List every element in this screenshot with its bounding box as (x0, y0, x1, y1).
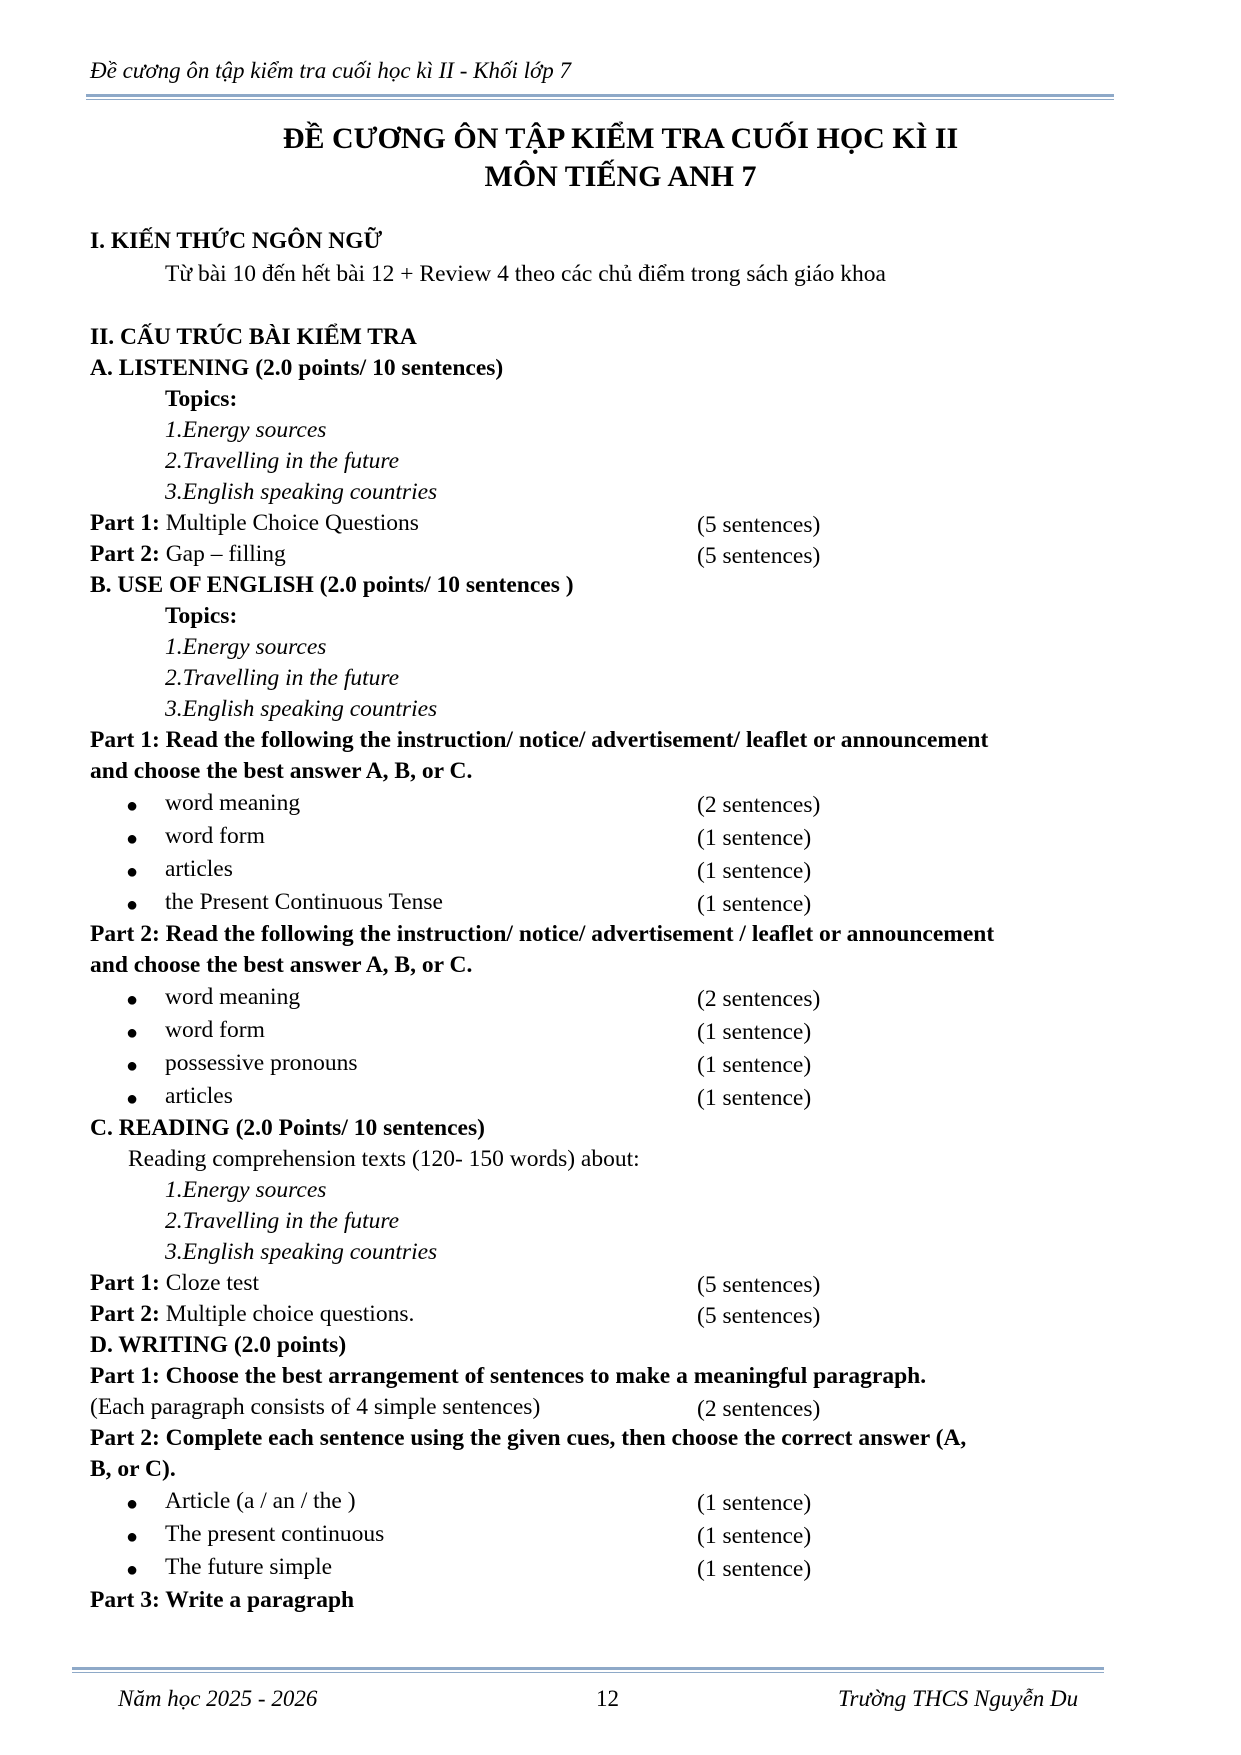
item-count: (1 sentence) (697, 825, 812, 851)
topics-label: Topics: (165, 603, 238, 629)
subsection-heading: D. WRITING (2.0 points) (90, 1332, 347, 1358)
bullet-icon: ● (126, 1055, 139, 1077)
part-count: (5 sentences) (697, 512, 821, 538)
list-item: possessive pronouns (165, 1050, 358, 1076)
subsection-heading: C. READING (2.0 Points/ 10 sentences) (90, 1115, 485, 1141)
part-heading: and choose the best answer A, B, or C. (90, 758, 473, 784)
part-line (90, 543, 286, 567)
list-item: word meaning (165, 790, 301, 816)
topic-item: 1.Energy sources (165, 1177, 327, 1203)
footer-rule-thin (72, 1672, 1104, 1673)
section-heading: I. KIẾN THỨC NGÔN NGỮ (90, 228, 383, 254)
topic-item: 1.Energy sources (165, 634, 327, 660)
header-title: Đề cương ôn tập kiểm tra cuối học kì II - Khối lớp 7 (90, 58, 572, 83)
reading-intro: Reading comprehension texts (120- 150 words) about: (128, 1146, 640, 1172)
bullet-icon: ● (126, 1526, 139, 1548)
part-heading: Part 2: Read the following the instruction/ notice/ advertisement / leaflet or announcement (90, 921, 995, 947)
part-line (90, 512, 419, 536)
part-heading: and choose the best answer A, B, or C. (90, 952, 473, 978)
topic-item: 2.Travelling in the future (165, 665, 400, 691)
bullet-icon: ● (126, 795, 139, 817)
topic-item: 2.Travelling in the future (165, 448, 400, 474)
list-item: The future simple (165, 1554, 333, 1580)
bullet-icon: ● (126, 1022, 139, 1044)
bullet-icon: ● (126, 1088, 139, 1110)
topic-item: 3.English speaking countries (165, 479, 438, 505)
header-rule-thin (86, 99, 1114, 100)
bullet-icon: ● (126, 1493, 139, 1515)
item-count: (1 sentence) (697, 1556, 812, 1582)
part-heading: Part 1: Read the following the instruction/ notice/ advertisement/ leaflet or announcement (90, 727, 989, 753)
subsection-heading: B. USE OF ENGLISH (2.0 points/ 10 sentences ) (90, 572, 574, 598)
part-label: Part 1: (90, 1270, 160, 1296)
item-count: (2 sentences) (697, 986, 821, 1012)
item-count: (1 sentence) (697, 1523, 812, 1549)
part-count: (2 sentences) (697, 1396, 821, 1422)
topic-item: 3.English speaking countries (165, 696, 438, 722)
part-heading: Part 2: Complete each sentence using the given cues, then choose the correct answer (A, (90, 1425, 967, 1451)
item-count: (1 sentence) (697, 1490, 812, 1516)
part-heading: B, or C). (90, 1456, 176, 1482)
list-item: the Present Continuous Tense (165, 889, 443, 915)
part-heading: Part 1: Choose the best arrangement of sentences to make a meaningful paragraph. (90, 1363, 927, 1389)
list-item: The present continuous (165, 1521, 385, 1547)
topics-label: Topics: (165, 386, 238, 412)
subsection-heading: A. LISTENING (2.0 points/ 10 sentences) (90, 355, 504, 381)
list-item: word form (165, 823, 265, 849)
bullet-icon: ● (126, 1559, 139, 1581)
item-count: (1 sentence) (697, 1019, 812, 1045)
section-body: Từ bài 10 đến hết bài 12 + Review 4 theo các chủ điểm trong sách giáo khoa (165, 261, 886, 287)
document-title: ĐỀ CƯƠNG ÔN TẬP KIỂM TRA CUỐI HỌC KÌ II (282, 122, 959, 155)
footer-rule (72, 1667, 1104, 1670)
list-item: word form (165, 1017, 265, 1043)
list-item: word meaning (165, 984, 301, 1010)
list-item: articles (165, 1083, 233, 1109)
item-count: (1 sentence) (697, 891, 812, 917)
bullet-icon: ● (126, 828, 139, 850)
topic-item: 1.Energy sources (165, 417, 327, 443)
list-item: Article (a / an / the ) (165, 1488, 356, 1514)
item-count: (1 sentence) (697, 1085, 812, 1111)
part-count: (5 sentences) (697, 543, 821, 569)
page-number: 12 (596, 1686, 619, 1711)
part-text: Cloze test (159, 1270, 260, 1296)
bullet-icon: ● (126, 989, 139, 1011)
part-text: Multiple choice questions. (159, 1301, 415, 1327)
part-text: Gap – filling (159, 541, 286, 567)
document-subtitle: MÔN TIẾNG ANH 7 (484, 160, 757, 193)
part-line (90, 1303, 414, 1327)
part-note: (Each paragraph consists of 4 simple sentences) (90, 1394, 541, 1420)
part-label: Part 2: (90, 1301, 160, 1327)
part-text: Multiple Choice Questions (159, 510, 419, 536)
footer-school: Trường THCS Nguyễn Du (838, 1686, 1079, 1711)
topic-item: 2.Travelling in the future (165, 1208, 400, 1234)
part-heading: Part 3: Write a paragraph (90, 1587, 355, 1613)
list-item: articles (165, 856, 233, 882)
part-line (90, 1272, 259, 1296)
part-count: (5 sentences) (697, 1272, 821, 1298)
item-count: (1 sentence) (697, 1052, 812, 1078)
footer-year: Năm học 2025 - 2026 (118, 1686, 318, 1711)
bullet-icon: ● (126, 894, 139, 916)
item-count: (1 sentence) (697, 858, 812, 884)
section-heading: II. CẤU TRÚC BÀI KIỂM TRA (90, 324, 417, 350)
part-label: Part 1: (90, 510, 160, 536)
part-label: Part 2: (90, 541, 160, 567)
bullet-icon: ● (126, 861, 139, 883)
item-count: (2 sentences) (697, 792, 821, 818)
part-count: (5 sentences) (697, 1303, 821, 1329)
topic-item: 3.English speaking countries (165, 1239, 438, 1265)
header-rule (86, 94, 1114, 97)
